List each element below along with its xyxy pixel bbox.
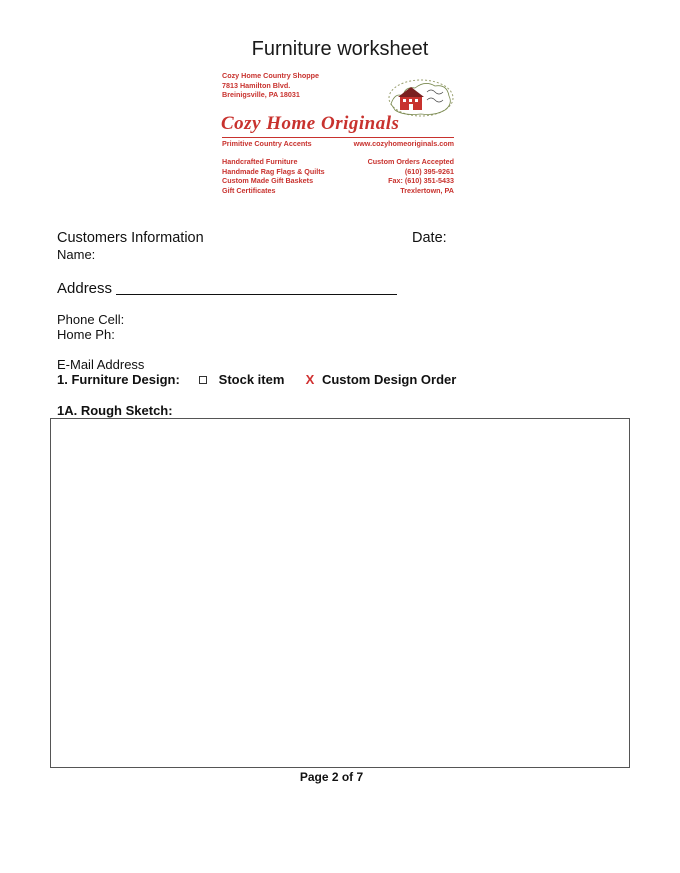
card-contact-line: Trexlertown, PA [400, 185, 454, 195]
card-contact-line: Fax: (610) 351-5433 [388, 176, 454, 185]
email-label: E-Mail Address [57, 357, 145, 372]
card-address-line: Cozy Home Country Shoppe [222, 71, 320, 80]
name-label: Name: [57, 247, 96, 262]
phone-cell-label: Phone Cell: [57, 312, 125, 327]
customer-info-heading: Customers Information [57, 230, 204, 246]
card-address-line: 7813 Hamilton Blvd. [222, 80, 291, 90]
furniture-design-row [57, 372, 456, 387]
card-tagline: Primitive Country Accents [222, 139, 312, 148]
card-service-item: Handcrafted Furniture [222, 157, 298, 166]
card-service-item: Gift Certificates [222, 185, 276, 195]
furniture-design-label: 1. Furniture Design: [57, 372, 180, 387]
custom-design-mark[interactable]: X [305, 372, 315, 387]
rough-sketch-box[interactable] [50, 418, 630, 768]
page-title: Furniture worksheet [251, 38, 429, 60]
card-services [222, 157, 325, 195]
card-address-line: Breinigsville, PA 18031 [222, 90, 300, 99]
card-brand: Cozy Home Originals [221, 113, 400, 134]
card-service-item: Handmade Rag Flags & Quilts [222, 166, 325, 176]
business-card [218, 68, 458, 200]
date-label: Date: [412, 230, 447, 246]
card-contact [368, 157, 454, 195]
card-address [222, 71, 319, 100]
custom-design-label: Custom Design Order [321, 372, 457, 387]
address-line [116, 294, 397, 295]
address-label: Address [57, 280, 113, 297]
stock-item-label: Stock item [218, 372, 285, 387]
card-divider [222, 137, 454, 138]
page-number: Page 2 of 7 [299, 770, 364, 784]
card-service-item: Custom Made Gift Baskets [222, 176, 314, 185]
card-contact-line: Custom Orders Accepted [367, 157, 454, 166]
home-phone-label: Home Ph: [57, 327, 115, 342]
stock-item-checkbox[interactable] [199, 376, 207, 384]
rough-sketch-label: 1A. Rough Sketch: [57, 403, 173, 418]
card-contact-line: (610) 395-9261 [404, 166, 454, 176]
card-website: www.cozyhomeoriginals.com [353, 139, 454, 148]
house-logo-icon [385, 74, 455, 118]
